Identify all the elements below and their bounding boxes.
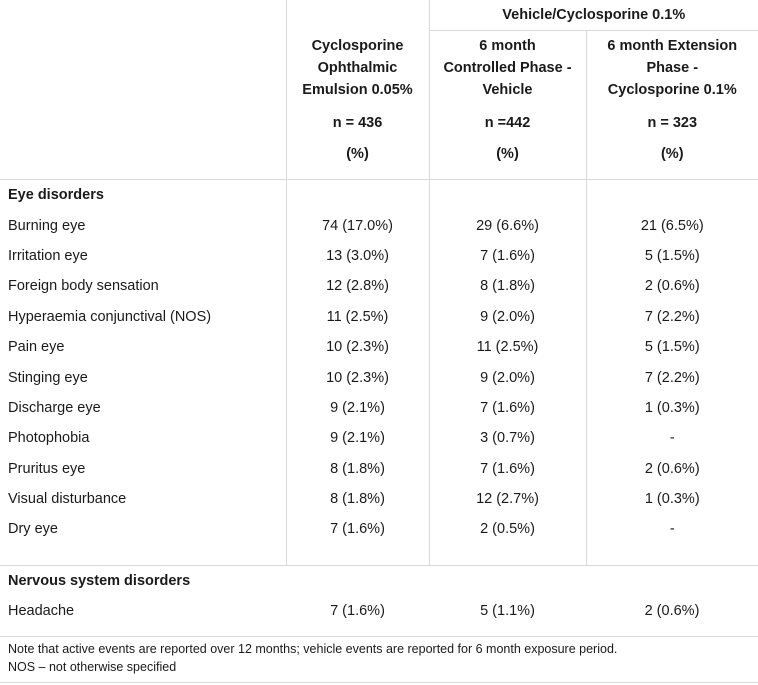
table-row (0, 393, 758, 423)
value-cell: 9 (2.0%) (429, 302, 586, 332)
value-cell: 11 (2.5%) (429, 332, 586, 362)
table-row (0, 596, 758, 626)
column-header-1 (429, 31, 586, 180)
value-cell: 12 (2.7%) (429, 484, 586, 514)
group-header-row (0, 0, 758, 31)
value-cell: 1 (0.3%) (586, 484, 758, 514)
value-cell: 7 (1.6%) (429, 393, 586, 423)
term-cell: Irritation eye (8, 247, 88, 264)
section-header-row (0, 180, 758, 211)
value-cell: 7 (1.6%) (429, 241, 586, 271)
value-cell: 7 (1.6%) (429, 454, 586, 484)
value-cell: 8 (1.8%) (429, 271, 586, 301)
column-header-label-line: Ophthalmic (317, 59, 398, 76)
value-cell: 5 (1.5%) (586, 332, 758, 362)
value-cell: 29 (6.6%) (429, 210, 586, 240)
value-cell: - (586, 514, 758, 544)
section-header-row (0, 565, 758, 596)
value-cell: 7 (2.2%) (586, 302, 758, 332)
term-cell: Burning eye (8, 217, 86, 234)
term-header-cell (0, 31, 286, 180)
value-cell: 74 (17.0%) (286, 210, 429, 240)
value-cell: 13 (3.0%) (286, 241, 429, 271)
column-header-pct: (%) (496, 146, 519, 162)
value-cell: 9 (2.1%) (286, 393, 429, 423)
blank-header-cell (286, 0, 429, 31)
column-header-label-line: Vehicle (482, 82, 533, 98)
term-cell: Pruritus eye (8, 460, 86, 477)
blank-corner-cell (0, 0, 286, 31)
column-header-label-line: Cyclosporine (311, 37, 404, 54)
value-cell: 10 (2.3%) (286, 332, 429, 362)
column-header-label-line: 6 month Extension (607, 38, 738, 54)
column-header-label-line: Emulsion 0.05% (302, 81, 413, 98)
value-cell: 7 (2.2%) (586, 362, 758, 392)
column-header-n: n = 323 (647, 115, 698, 131)
note-line: NOS – not otherwise specified (8, 660, 177, 674)
column-header-label-line: Phase - (646, 60, 699, 76)
value-cell: 5 (1.1%) (480, 603, 535, 620)
value-cell: 21 (6.5%) (586, 210, 758, 240)
term-cell: Hyperaemia conjunctival (NOS) (8, 308, 212, 325)
value-cell: - (586, 423, 758, 453)
column-header-row (0, 31, 758, 180)
table-row (0, 362, 758, 392)
note-line: Note that active events are reported over 12 months; vehicle events are reported for 6 month exposure period. (8, 642, 618, 656)
value-cell: 2 (0.6%) (586, 454, 758, 484)
value-cell: 7 (1.6%) (330, 603, 385, 620)
value-cell: 9 (2.0%) (429, 362, 586, 392)
table-notes (8, 640, 617, 676)
term-cell: Foreign body sensation (8, 278, 159, 295)
table-row (0, 332, 758, 362)
spacer-row (0, 545, 758, 566)
value-cell: 11 (2.5%) (286, 302, 429, 332)
bottom-divider (0, 682, 758, 683)
value-cell: 3 (0.7%) (429, 423, 586, 453)
column-header-label-line: 6 month (479, 38, 536, 54)
table-row (0, 454, 758, 484)
column-header-label-line: Controlled Phase - (443, 60, 572, 76)
column-header-2 (586, 31, 758, 180)
column-header-n: n =442 (484, 115, 531, 131)
value-cell: 8 (1.8%) (286, 454, 429, 484)
term-cell: Discharge eye (8, 399, 101, 416)
column-header-pct: (%) (660, 146, 684, 162)
table-row (0, 210, 758, 240)
section-title: Nervous system disorders (8, 572, 191, 589)
column-header-label-line: Cyclosporine 0.1% (607, 82, 737, 98)
value-cell: 1 (0.3%) (586, 393, 758, 423)
value-cell: 2 (0.5%) (429, 514, 586, 544)
value-cell: 7 (1.6%) (286, 514, 429, 544)
table-row (0, 484, 758, 514)
column-header-n: n = 436 (332, 114, 383, 131)
value-cell: 8 (1.8%) (286, 484, 429, 514)
column-header-0 (286, 31, 429, 180)
table-row (0, 302, 758, 332)
term-cell: Headache (8, 603, 75, 620)
group-header: Vehicle/Cyclosporine 0.1% (429, 0, 758, 31)
term-cell: Dry eye (8, 521, 58, 538)
table-row (0, 514, 758, 544)
term-cell: Pain eye (8, 339, 65, 356)
value-cell: 12 (2.8%) (286, 271, 429, 301)
value-cell: 5 (1.5%) (586, 241, 758, 271)
table-row (0, 423, 758, 453)
section-title: Eye disorders (8, 187, 104, 204)
value-cell: 10 (2.3%) (286, 362, 429, 392)
table-row (0, 241, 758, 271)
column-header-pct: (%) (346, 145, 369, 162)
note-divider (0, 636, 758, 637)
table-row (0, 271, 758, 301)
term-cell: Photophobia (8, 430, 90, 447)
term-cell: Visual disturbance (8, 491, 127, 508)
value-cell: 2 (0.6%) (644, 603, 700, 620)
value-cell: 2 (0.6%) (586, 271, 758, 301)
term-cell: Stinging eye (8, 369, 88, 386)
value-cell: 9 (2.1%) (286, 423, 429, 453)
